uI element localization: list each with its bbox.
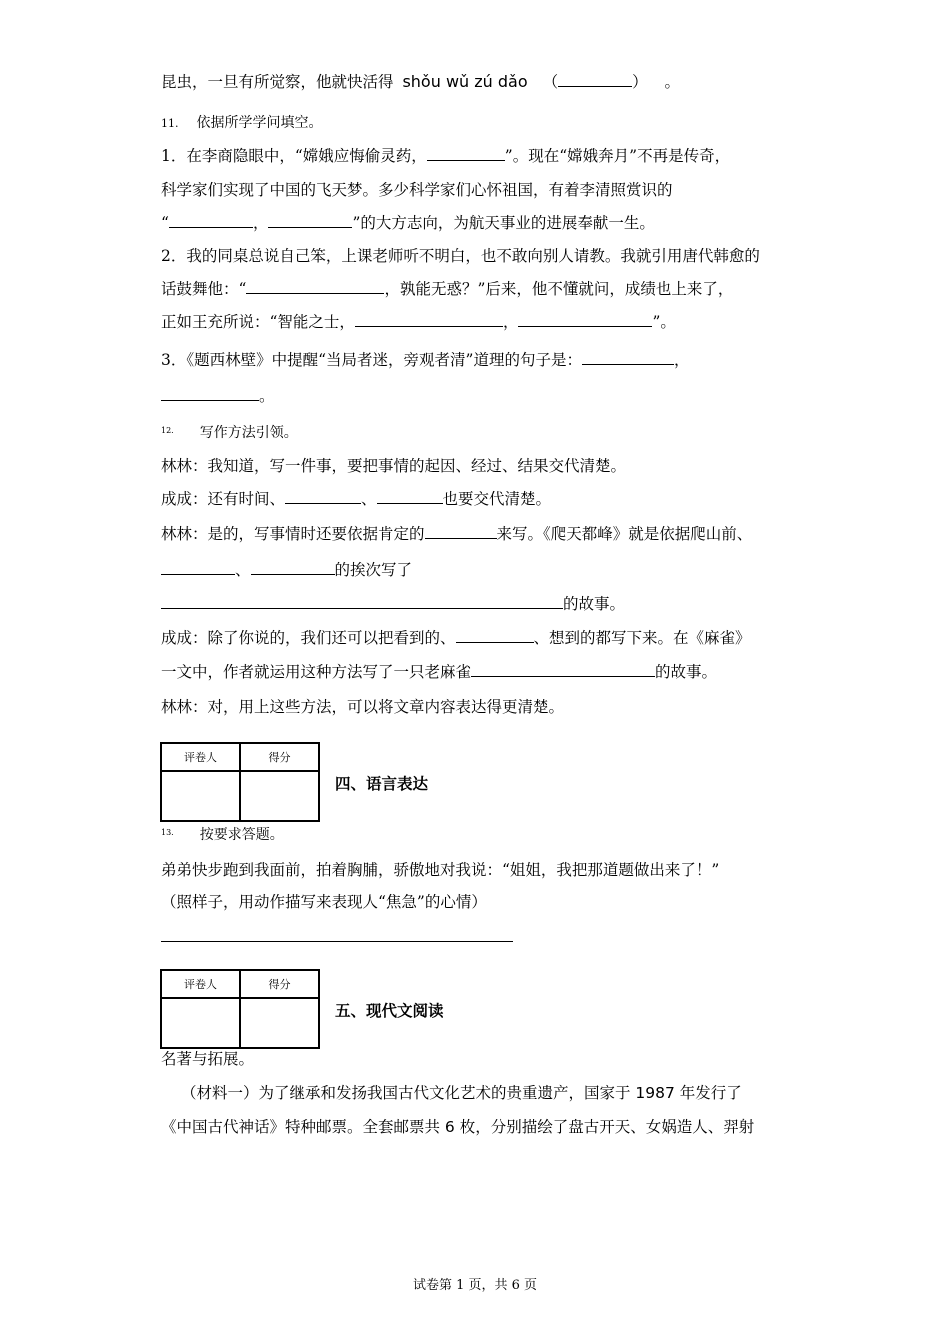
q11-p2-line1: 2．我的同桌总说自己笨，上课老师听不明白，也不敢向别人请教。我就引用唐代韩愈的 xyxy=(161,247,760,265)
answer-blank[interactable] xyxy=(377,489,443,504)
answer-blank[interactable] xyxy=(471,662,655,677)
answer-blank[interactable] xyxy=(456,628,534,643)
answer-blank[interactable] xyxy=(169,213,253,228)
q11-p1-line1: 1．在李商隐眼中，“嫦娥应悔偷灵药， ”。现在“嫦娥奔月”不再是传奇， xyxy=(161,147,731,165)
q11-heading: 11. 依据所学学问填空。 xyxy=(161,115,323,131)
q13-heading: $^{13.}$ 按要求答题。 xyxy=(161,827,284,843)
q12-line5: 的故事。 xyxy=(161,594,625,614)
q11-p1-line2: 科学家们实现了中国的飞天梦。多少科学家们心怀祖国，有着李清照赏识的 xyxy=(161,181,673,199)
q11-p1-line3: “ ， ”的大方志向，为航天事业的进展奉献一生。 xyxy=(161,214,655,232)
answer-blank[interactable] xyxy=(161,594,563,609)
q11-p2-line3: 正如王充所说：“智能之士， ， ”。 xyxy=(161,313,676,331)
section-title: 五、现代文阅读 xyxy=(335,1002,444,1020)
q11-p3-line2: 。 xyxy=(161,386,275,406)
reading-paragraph-line1: （材料一）为了继承和发扬我国古代文化艺术的贵重遗产，国家于 1987 年发行了 xyxy=(181,1084,742,1102)
q13-line2: （照样子，用动作描写来表现人“焦急”的心情） xyxy=(161,893,487,911)
score-cell[interactable] xyxy=(240,998,319,1048)
pinyin-text: shǒu wǔ zú dǎo xyxy=(402,72,528,91)
score-table xyxy=(160,742,320,822)
answer-blank[interactable] xyxy=(246,279,384,294)
answer-blank[interactable] xyxy=(427,146,505,161)
answer-line[interactable] xyxy=(161,941,513,942)
answer-blank[interactable] xyxy=(582,350,674,365)
section-title: 四、语言表达 xyxy=(335,775,429,793)
grader-cell[interactable] xyxy=(161,998,240,1048)
grader-header: 评卷人 xyxy=(161,743,240,771)
reading-paragraph-line2: 《中国古代神话》特种邮票。全套邮票共 6 枚，分别描绘了盘古开天、女娲造人、羿射 xyxy=(161,1118,755,1136)
answer-blank[interactable] xyxy=(355,312,503,327)
score-cell[interactable] xyxy=(240,771,319,821)
answer-blank[interactable] xyxy=(268,213,352,228)
grader-cell[interactable] xyxy=(161,771,240,821)
q12-line7: 一文中，作者就运用这种方法写了一只老麻雀 的故事。 xyxy=(161,663,718,681)
page-footer: 试卷第 1 页，共 6 页 xyxy=(412,1278,538,1293)
q11-p3-line1: 3．《题西林壁》中提醒“当局者迷，旁观者清”道理的句子是： ， xyxy=(161,351,690,369)
score-table xyxy=(160,969,320,1049)
q12-line8: 林林：对，用上这些方法，可以将文章内容表达得更清楚。 xyxy=(161,698,565,716)
q12-heading: $^{12.}$ 写作方法引领。 xyxy=(161,425,298,441)
answer-blank[interactable] xyxy=(161,560,235,575)
q10-tail-line: 昆虫，一旦有所觉察，他就快活得 shǒu wǔ zú dǎo （ ） 。 xyxy=(161,72,681,91)
score-header: 得分 xyxy=(240,743,319,771)
q12-line6: 成成：除了你说的，我们还可以把看到的、 、想到的都写下来。在《麻雀》 xyxy=(161,629,751,647)
q12-line1: 林林：我知道，写一件事，要把事情的起因、经过、结果交代清楚。 xyxy=(161,457,627,475)
answer-blank[interactable] xyxy=(425,524,497,539)
score-header: 得分 xyxy=(240,970,319,998)
grader-header: 评卷人 xyxy=(161,970,240,998)
q13-line1: 弟弟快步跑到我面前，拍着胸脯，骄傲地对我说：“姐姐，我把那道题做出来了！” xyxy=(161,861,720,879)
reading-intro: 名著与拓展。 xyxy=(161,1050,255,1068)
q12-line2: 成成：还有时间、 、 也要交代清楚。 xyxy=(161,490,552,508)
q12-line4: 、 的挨次写了 xyxy=(161,560,412,580)
answer-blank[interactable] xyxy=(161,386,259,401)
answer-blank[interactable] xyxy=(285,489,361,504)
answer-blank[interactable] xyxy=(558,72,632,87)
q12-line3: 林林：是的，写事情时还要依据肯定的 来写。《爬天都峰》就是依据爬山前、 xyxy=(161,525,753,543)
q11-p2-line2: 话鼓舞他：“ ，孰能无惑？”后来，他不懂就问，成绩也上来了， xyxy=(161,280,734,298)
answer-blank[interactable] xyxy=(251,560,335,575)
answer-blank[interactable] xyxy=(518,312,652,327)
